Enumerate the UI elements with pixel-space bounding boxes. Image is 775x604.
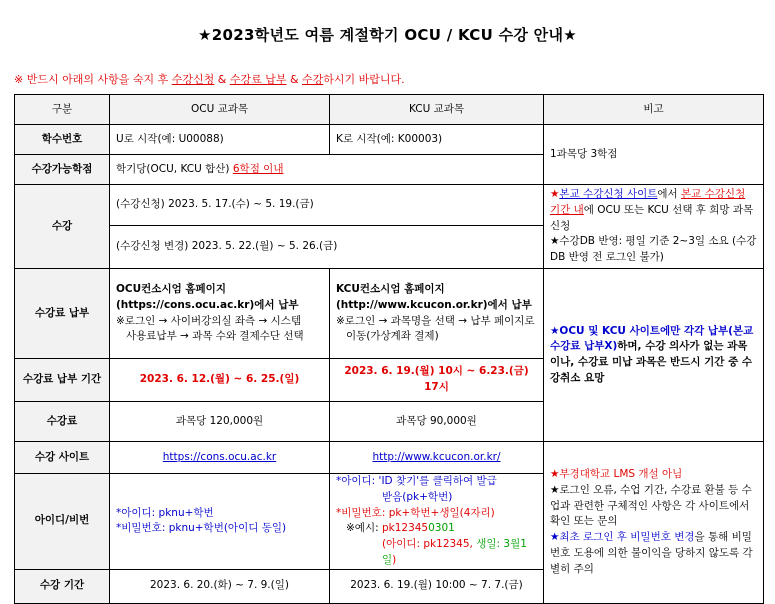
- ocu-fee: 과목당 120,000원: [110, 402, 330, 442]
- kcu-payment-line: ※로그인 → 과목명을 선택 → 납부 페이지로: [336, 314, 535, 327]
- kcu-course-no: K로 시작(예: K00003): [330, 125, 544, 155]
- remark-payment-highlight: ★OCU 및 KCU 사이트에만 각각 납부(본교 수강료 납부X): [550, 324, 754, 353]
- credit-limit-text: 학기당(OCU, KCU 합산): [116, 162, 233, 175]
- kcu-example-label: ※예시:: [346, 522, 382, 535]
- page-title: ★2023학년도 여름 계절학기 OCU / KCU 수강 안내★: [197, 26, 578, 44]
- remark-db: ★수강DB 반영: 평일 기준 2~3일 소요 (수강DB 반영 전 로그인 불가): [550, 235, 757, 264]
- kcu-payment: [330, 269, 544, 359]
- ocu-payment: [110, 269, 330, 359]
- ocu-id: *아이디: pknu+학번: [116, 506, 214, 519]
- kcu-id-cont: 받음(pk+학번): [382, 490, 453, 503]
- remark-site: 본교 수강신청 사이트: [559, 188, 658, 201]
- ocu-payment-line: 사용료납부 → 과목 수와 결제수단 선택: [126, 330, 304, 343]
- kcu-example2-bday: 생일: 3월1일: [382, 538, 527, 566]
- ocu-payment-period: 2023. 6. 12.(월) ~ 6. 25.(일): [110, 359, 330, 402]
- kcu-payment-line: KCU컨소시엄 홈페이지: [336, 283, 445, 295]
- kcu-payment-period: 2023. 6. 19.(월) 10시 ~ 6.23.(금) 17시: [330, 359, 544, 402]
- row-label: 수강: [15, 185, 110, 269]
- ocu-course-no: U로 시작(예: U00088): [110, 125, 330, 155]
- notice-prefix: ※ 반드시 아래의 사항을 숙지 후: [14, 73, 172, 86]
- kcu-example-id: pk12345: [381, 522, 429, 535]
- table-row: [15, 185, 764, 226]
- ocu-site-link[interactable]: https://cons.ocu.ac.kr: [162, 450, 277, 463]
- remark-lms: ★부경대학교 LMS 개설 아님: [550, 468, 683, 481]
- kcu-fee: 과목당 90,000원: [330, 402, 544, 442]
- header-category: 구분: [15, 95, 110, 125]
- header-kcu: KCU 교과목: [330, 95, 544, 125]
- row-label: 학수번호: [15, 125, 110, 155]
- remark-credit: 1과목당 3학점: [544, 125, 764, 185]
- kcu-site-link[interactable]: http://www.kcucon.or.kr/: [372, 450, 501, 463]
- remark-login: [544, 442, 764, 604]
- row-label: 수강료 납부: [15, 269, 110, 359]
- notice-suffix: 하시기 바랍니다.: [323, 73, 405, 86]
- ocu-login: [110, 474, 330, 570]
- ocu-period: 2023. 6. 20.(화) ~ 7. 9.(일): [110, 569, 330, 603]
- remark-period: 본교 수강신청 기간 내: [550, 188, 746, 216]
- info-table: [14, 94, 764, 604]
- notice-amp: &: [214, 73, 230, 86]
- row-label: 수강료 납부 기간: [15, 359, 110, 402]
- notice-enroll: 수강신청: [171, 73, 215, 86]
- header-ocu: OCU 교과목: [110, 95, 330, 125]
- notice-payment: 수강료 납부: [229, 73, 287, 86]
- row-label: 아이디/비번: [15, 474, 110, 570]
- ocu-password: *비밀번호: pknu+학번(아이디 동일): [116, 522, 287, 535]
- remark-inquiry: ★로그인 오류, 수업 기간, 수강료 환불 등 수업과 관련한 구체적인 사항은 각 사이트에서 확인 또는 문의: [550, 483, 752, 528]
- row-label: 수강 사이트: [15, 442, 110, 474]
- ocu-payment-line: ※로그인 → 사이버강의실 좌측 → 시스템: [116, 314, 302, 327]
- table-row: [15, 125, 764, 155]
- header-remark: 비고: [544, 95, 764, 125]
- remark-mid: 에서: [657, 188, 682, 201]
- remark-payment: [544, 269, 764, 442]
- enroll-period: (수강신청) 2023. 5. 17.(수) ~ 5. 19.(금): [110, 185, 544, 226]
- kcu-id: *아이디: 'ID 찾기'를 클릭하여 발급: [336, 475, 497, 487]
- kcu-password: *비밀번호: pk+학번+생일(4자리): [336, 506, 495, 519]
- kcu-example2: [336, 537, 537, 569]
- notice-amp: &: [286, 73, 303, 86]
- table-row: [15, 442, 764, 474]
- row-label: 수강가능학점: [15, 155, 110, 185]
- remark-rest: 에 OCU 또는 KCU 선택 후 희망 과목 신청: [550, 203, 754, 232]
- row-label: 수강료: [15, 402, 110, 442]
- kcu-site-cell: [330, 442, 544, 474]
- enroll-change-period: (수강신청 변경) 2023. 5. 22.(월) ~ 5. 26.(금): [110, 226, 544, 269]
- kcu-payment-line: 이동(가상계좌 결제): [346, 330, 439, 343]
- notice-text: [14, 71, 405, 87]
- kcu-example2-close: ): [392, 553, 397, 566]
- ocu-payment-line: (https://cons.ocu.ac.kr)에서 납부: [116, 298, 299, 311]
- kcu-example-bday: 0301: [428, 522, 455, 535]
- credit-limit: [110, 155, 544, 185]
- row-label: 수강 기간: [15, 569, 110, 603]
- kcu-login: [330, 474, 544, 570]
- table-header-row: [15, 95, 764, 125]
- star-glyph: ★: [550, 188, 560, 201]
- table-row: [15, 269, 764, 359]
- kcu-example: [336, 521, 537, 537]
- remark-password-highlight: ★최초 로그인 후 비밀번호 변경: [550, 531, 695, 544]
- kcu-payment-line: (http://www.kcucon.or.kr)에서 납부: [336, 298, 532, 311]
- ocu-payment-line: OCU컨소시엄 홈페이지: [116, 283, 226, 295]
- remark-enroll: [544, 185, 764, 269]
- notice-course: 수강: [302, 73, 324, 86]
- kcu-example2-open: (아이디: pk12345,: [382, 538, 477, 550]
- remark-password-rest: 을 통해 비밀번호 도용에 의한 불이익을 당하지 않도록 각별히 주의: [550, 531, 753, 575]
- kcu-period: 2023. 6. 19.(월) 10:00 ~ 7. 7.(금): [330, 569, 544, 603]
- remark-payment-rest: 하며, 수강 의사가 없는 과목이나, 수강료 미납 과목은 반드시 기간 중 수강취소 요망: [550, 340, 753, 384]
- credit-limit-highlight: 6학점 이내: [232, 162, 284, 175]
- ocu-site-cell: [110, 442, 330, 474]
